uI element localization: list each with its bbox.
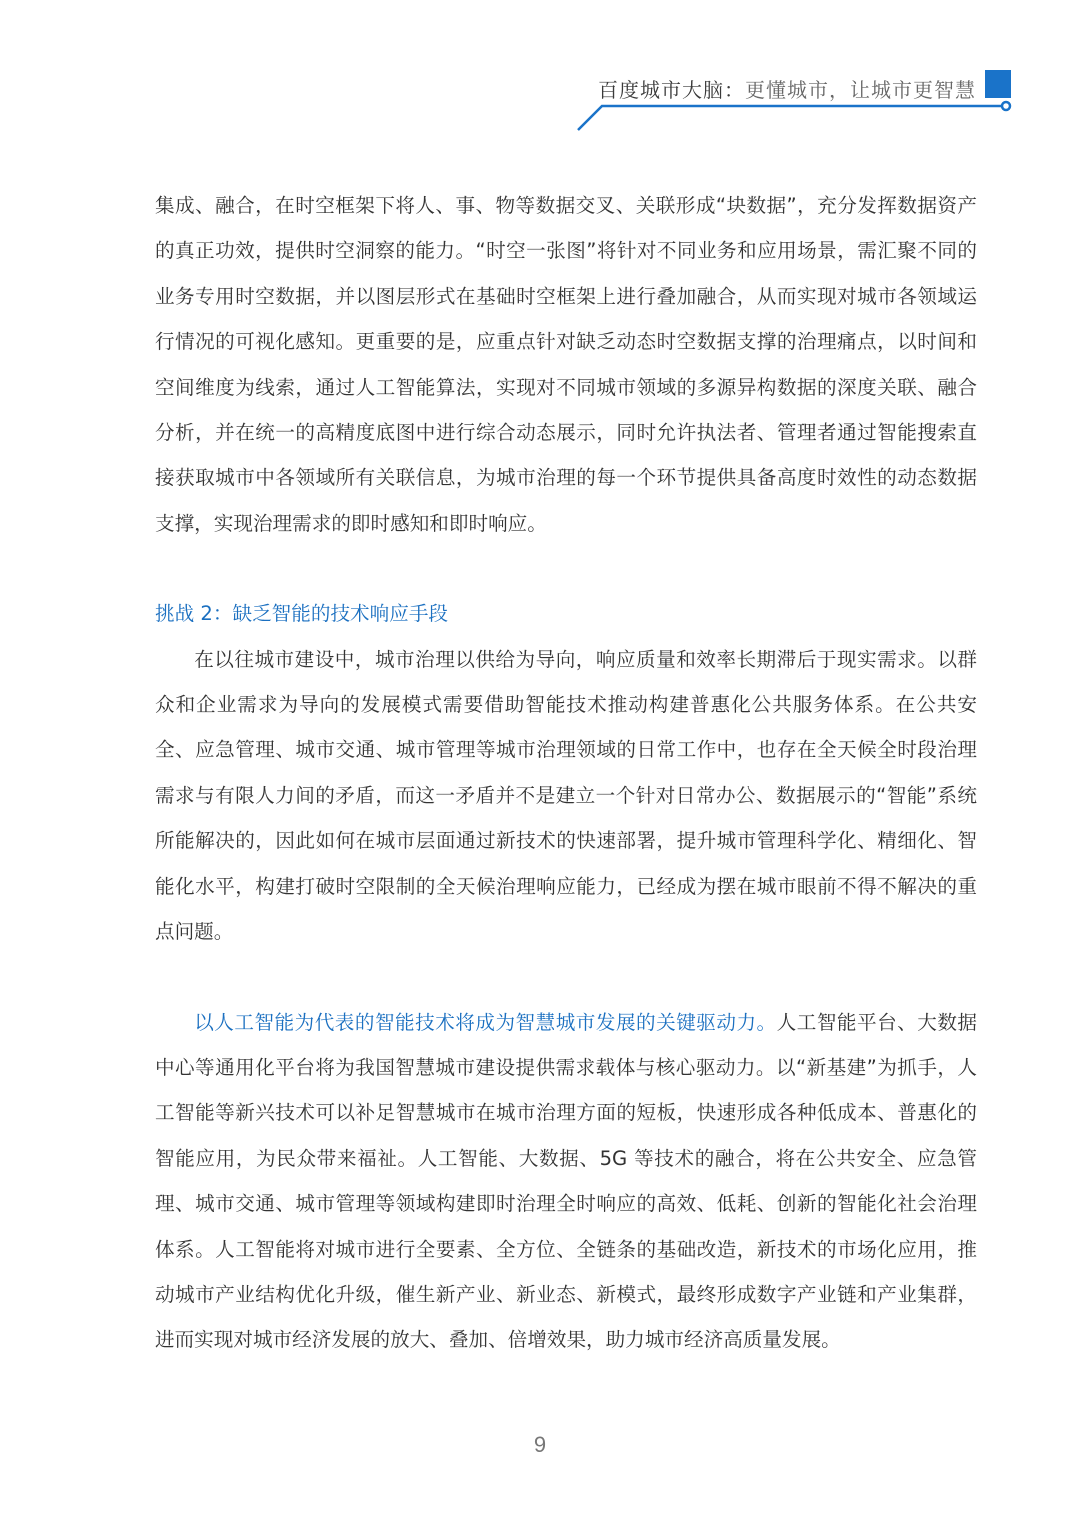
paragraph-3-text: 人工智能平台、大数据中心等通用化平台将为我国智慧城市建设提供需求载体与核心驱动力。以“新基建”为抓手，人工智能等新兴技术可以补足智慧城市在城市治理方面的短板，快速形成各种低成本、普惠化的智能应用，为民众带来福祉。人工智能、大数据、5G 等技术的融合，将在公共安全、应急管理、城市交通、城市管理等领域构建即时治理全时响应的高效、低耗、创新的智能化社会治理体系。人工智能将对城市进行全要素、全方位、全链条的基础改造，新技术的市场化应用，推动城市产业结构优化升级，催生新产业、新业态、新模式，最终形成数字产业链和产业集群，进而实现对城市经济发展的放大、叠加、倍增效果，助力城市经济高质量发展。 — [155, 1010, 978, 1352]
header-decorative-line — [0, 0, 1080, 140]
header-title-sub: 更懂城市，让城市更智慧 — [745, 78, 976, 102]
header-title-main: 百度城市大脑： — [598, 78, 745, 102]
article-body — [155, 183, 977, 1363]
page-number: 9 — [533, 1432, 547, 1457]
paragraph-3-highlight: 以人工智能为代表的智能技术将成为智慧城市发展的关键驱动力。 — [194, 1010, 777, 1034]
paragraph-2: 在以往城市建设中，城市治理以供给为导向，响应质量和效率长期滞后于现实需求。以群众和企业需求为导向的发展模式需要借助智能技术推动构建普惠化公共服务体系。在公共安全、应急管理、城市交通、城市管理等城市治理领域的日常工作中，也存在全天候全时段治理需求与有限人力间的矛盾，而这一矛盾并不是建立一个针对日常办公、数据展示的“智能”系统所能解决的，因此如何在城市层面通过新技术的快速部署，提升城市管理科学化、精细化、智能化水平，构建打破时空限制的全天候治理响应能力，已经成为摆在城市眼前不得不解决的重点问题。 — [155, 647, 977, 944]
section-heading: 挑战 2：缺乏智能的技术响应手段 — [155, 602, 449, 626]
paragraph-1: 集成、融合，在时空框架下将人、事、物等数据交叉、关联形成“块数据”，充分发挥数据资产的真正功效，提供时空洞察的能力。“时空一张图”将针对不同业务和应用场景，需汇聚不同的业务专用时空数据，并以图层形式在基础时空框架上进行叠加融合，从而实现对城市各领域运行情况的可视化感知。更重要的是，应重点针对缺乏动态时空数据支撑的治理痛点，以时间和空间维度为线索，通过人工智能算法，实现对不同城市领域的多源异构数据的深度关联、融合分析，并在统一的高精度底图中进行综合动态展示，同时允许执法者、管理者通过智能搜索直接获取城市中各领域所有关联信息，为城市治理的每一个环节提供具备高度时效性的动态数据支撑，实现治理需求的即时感知和即时响应。 — [155, 194, 977, 535]
paragraph-3 — [155, 1000, 977, 1363]
